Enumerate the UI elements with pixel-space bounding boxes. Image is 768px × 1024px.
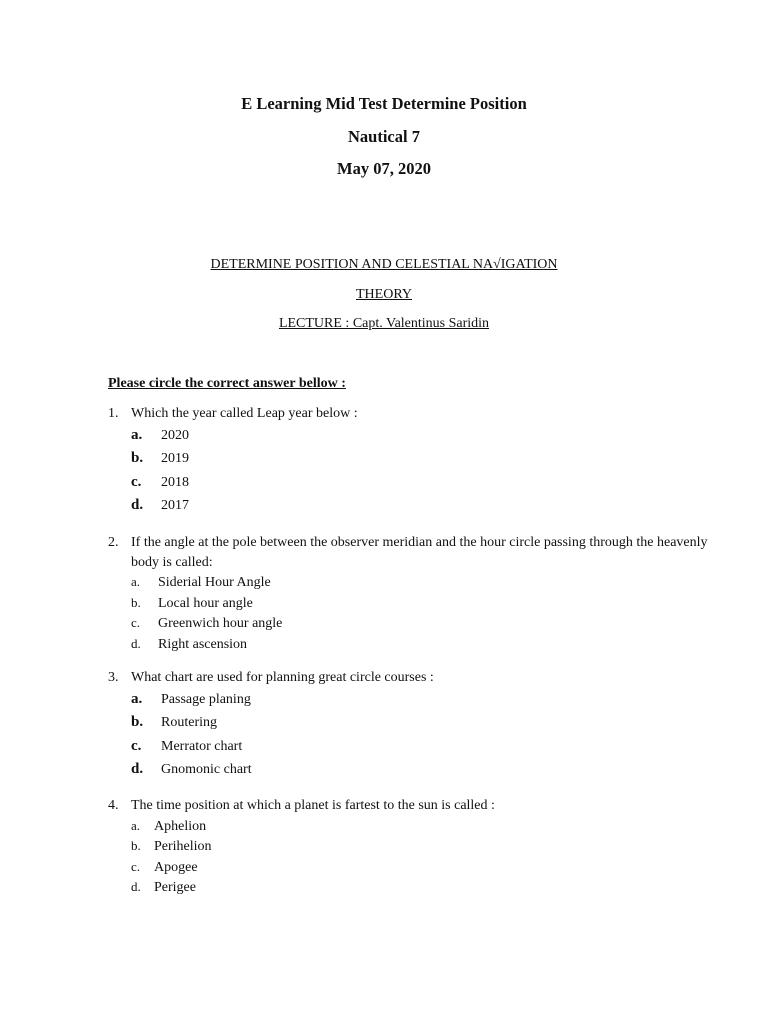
answer-option-a[interactable] bbox=[131, 424, 708, 448]
question-number: 4. bbox=[108, 798, 119, 813]
option-text: Greenwich hour angle bbox=[158, 616, 283, 631]
instruction-text: Please circle the correct answer bellow : bbox=[108, 376, 346, 391]
question-4 bbox=[108, 796, 708, 898]
subject-block bbox=[0, 256, 768, 345]
option-text: Local hour angle bbox=[158, 595, 253, 611]
question-2 bbox=[108, 533, 708, 654]
answer-option-d[interactable] bbox=[131, 494, 708, 518]
question-text: Which the year called Leap year below : bbox=[131, 406, 358, 421]
option-letter: d. bbox=[131, 635, 141, 651]
answer-option-b[interactable] bbox=[131, 593, 708, 614]
option-letter: d. bbox=[131, 497, 144, 513]
option-letter: b. bbox=[131, 450, 144, 466]
option-letter: b. bbox=[131, 594, 141, 610]
question-1 bbox=[108, 404, 708, 518]
option-text: Right ascension bbox=[158, 636, 248, 652]
answer-option-a[interactable] bbox=[131, 572, 708, 593]
answer-option-b[interactable] bbox=[131, 447, 708, 471]
answer-option-b[interactable] bbox=[131, 711, 708, 735]
option-text: Gnomonic chart bbox=[161, 762, 252, 777]
option-letter: d. bbox=[131, 879, 141, 894]
option-letter: b. bbox=[131, 714, 144, 730]
option-text: Perigee bbox=[154, 880, 196, 895]
answer-option-c[interactable] bbox=[131, 735, 708, 759]
answer-option-a[interactable] bbox=[131, 816, 708, 837]
option-text: Merrator chart bbox=[161, 738, 243, 754]
option-text: Routering bbox=[161, 715, 217, 730]
option-text: Apogee bbox=[154, 859, 198, 875]
document-title: E Learning Mid Test Determine Position bbox=[241, 94, 527, 113]
subject-title: DETERMINE POSITION AND CELESTIAL NA√IGATION bbox=[210, 257, 558, 272]
option-text: 2018 bbox=[161, 474, 189, 490]
answer-option-d[interactable] bbox=[131, 634, 708, 655]
answer-option-b[interactable] bbox=[131, 836, 708, 857]
option-text: 2017 bbox=[161, 498, 189, 513]
option-letter: a. bbox=[131, 426, 143, 443]
question-text: If the angle at the pole between the observer meridian and the hour circle passing through the heavenly body is called: bbox=[131, 535, 708, 570]
option-letter: c. bbox=[131, 737, 142, 754]
question-number: 1. bbox=[108, 406, 119, 421]
class-name: Nautical 7 bbox=[348, 126, 420, 146]
option-letter: a. bbox=[131, 817, 141, 833]
option-letter: a. bbox=[131, 690, 143, 707]
answer-option-c[interactable] bbox=[131, 857, 708, 878]
answer-option-a[interactable] bbox=[131, 688, 708, 712]
option-text: Aphelion bbox=[154, 818, 207, 834]
answer-option-d[interactable] bbox=[131, 758, 708, 782]
lecturer: LECTURE : Capt. Valentinus Saridin bbox=[278, 316, 490, 331]
option-text: 2020 bbox=[161, 427, 189, 443]
option-text: Passage planing bbox=[161, 691, 251, 707]
test-date: May 07, 2020 bbox=[337, 159, 431, 178]
answer-option-d[interactable] bbox=[131, 877, 708, 898]
question-number: 3. bbox=[108, 670, 119, 685]
option-text: Perihelion bbox=[154, 839, 212, 854]
question-3 bbox=[108, 668, 708, 782]
answer-option-c[interactable] bbox=[131, 613, 708, 634]
question-number: 2. bbox=[108, 535, 119, 550]
option-letter: b. bbox=[131, 838, 141, 853]
question-text: The time position at which a planet is fartest to the sun is called : bbox=[131, 798, 495, 813]
option-text: 2019 bbox=[161, 451, 189, 466]
question-text: What chart are used for planning great circle courses : bbox=[131, 670, 434, 685]
option-letter: c. bbox=[131, 615, 141, 630]
option-letter: c. bbox=[131, 473, 142, 490]
subject-subtitle: THEORY bbox=[356, 286, 412, 302]
answer-option-c[interactable] bbox=[131, 471, 708, 495]
option-letter: a. bbox=[131, 574, 141, 589]
document-header bbox=[0, 93, 768, 191]
option-text: Siderial Hour Angle bbox=[158, 575, 271, 590]
option-letter: c. bbox=[131, 858, 141, 874]
option-letter: d. bbox=[131, 761, 144, 777]
